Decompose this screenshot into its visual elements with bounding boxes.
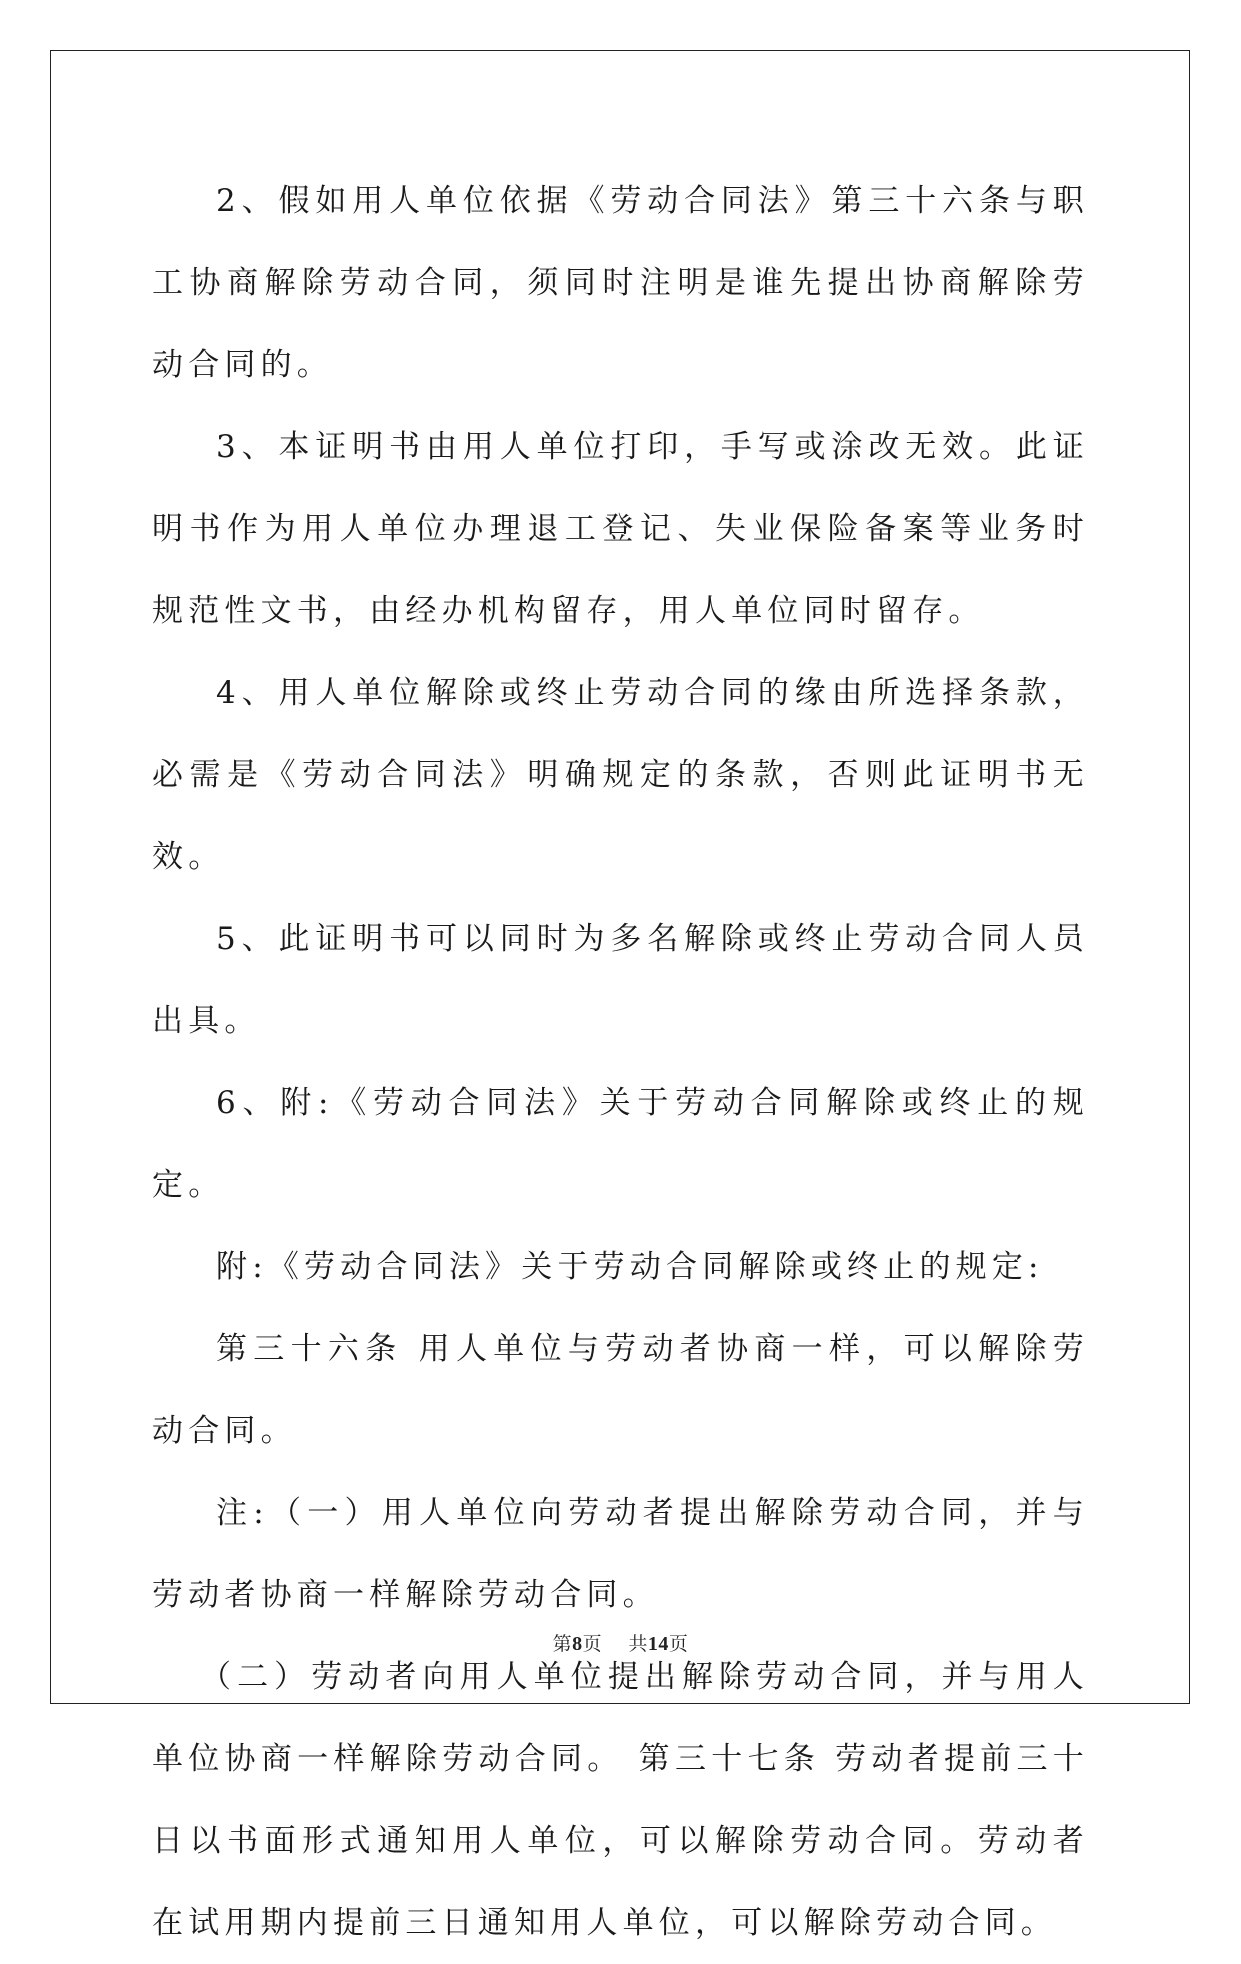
footer-total-suffix: 页 <box>668 1633 689 1655</box>
page-footer <box>0 1629 1241 1656</box>
paragraph-article-36-note-1: 注:（一）用人单位向劳动者提出解除劳动合同，并与劳动者协商一样解除劳动合同。 <box>152 1495 1089 1613</box>
footer-prefix: 第 <box>552 1633 573 1655</box>
paragraph-note-3: 3、本证明书由用人单位打印，手写或涂改无效。此证明书作为用人单位办理退工登记、失业保险备案等业务时规范性文书，由经办机构留存，用人单位同时留存。 <box>152 429 1089 629</box>
paragraph-note-2: 2、假如用人单位依据《劳动合同法》第三十六条与职工协商解除劳动合同，须同时注明是谁先提出协商解除劳动合同的。 <box>152 183 1089 383</box>
footer-total-prefix: 共 <box>628 1633 648 1655</box>
paragraph-article-36-note-2: （二）劳动者向用人单位提出解除劳动合同，并与用人单位协商一样解除劳动合同。 第三十七条 劳动者提前三十日以书面形式通知用人单位，可以解除劳动合同。劳动者在试用期内提前三日通知用人单位，可以解除劳动合同。 <box>152 1659 1089 1941</box>
paragraph-note-5: 5、此证明书可以同时为多名解除或终止劳动合同人员出具。 <box>152 921 1089 1039</box>
footer-total-pages: 14 <box>647 1633 669 1655</box>
document-body <box>152 160 1089 1964</box>
footer-page-suffix: 页 <box>582 1633 603 1655</box>
footer-page-number: 8 <box>572 1633 583 1655</box>
paragraph-note-4: 4、用人单位解除或终止劳动合同的缘由所选择条款，必需是《劳动合同法》明确规定的条款，否则此证明书无效。 <box>152 675 1089 875</box>
paragraph-appendix-heading: 附:《劳动合同法》关于劳动合同解除或终止的规定: <box>216 1249 1044 1285</box>
paragraph-note-6: 6、附:《劳动合同法》关于劳动合同解除或终止的规定。 <box>152 1085 1089 1203</box>
paragraph-article-36: 第三十六条 用人单位与劳动者协商一样，可以解除劳动合同。 <box>152 1331 1089 1449</box>
